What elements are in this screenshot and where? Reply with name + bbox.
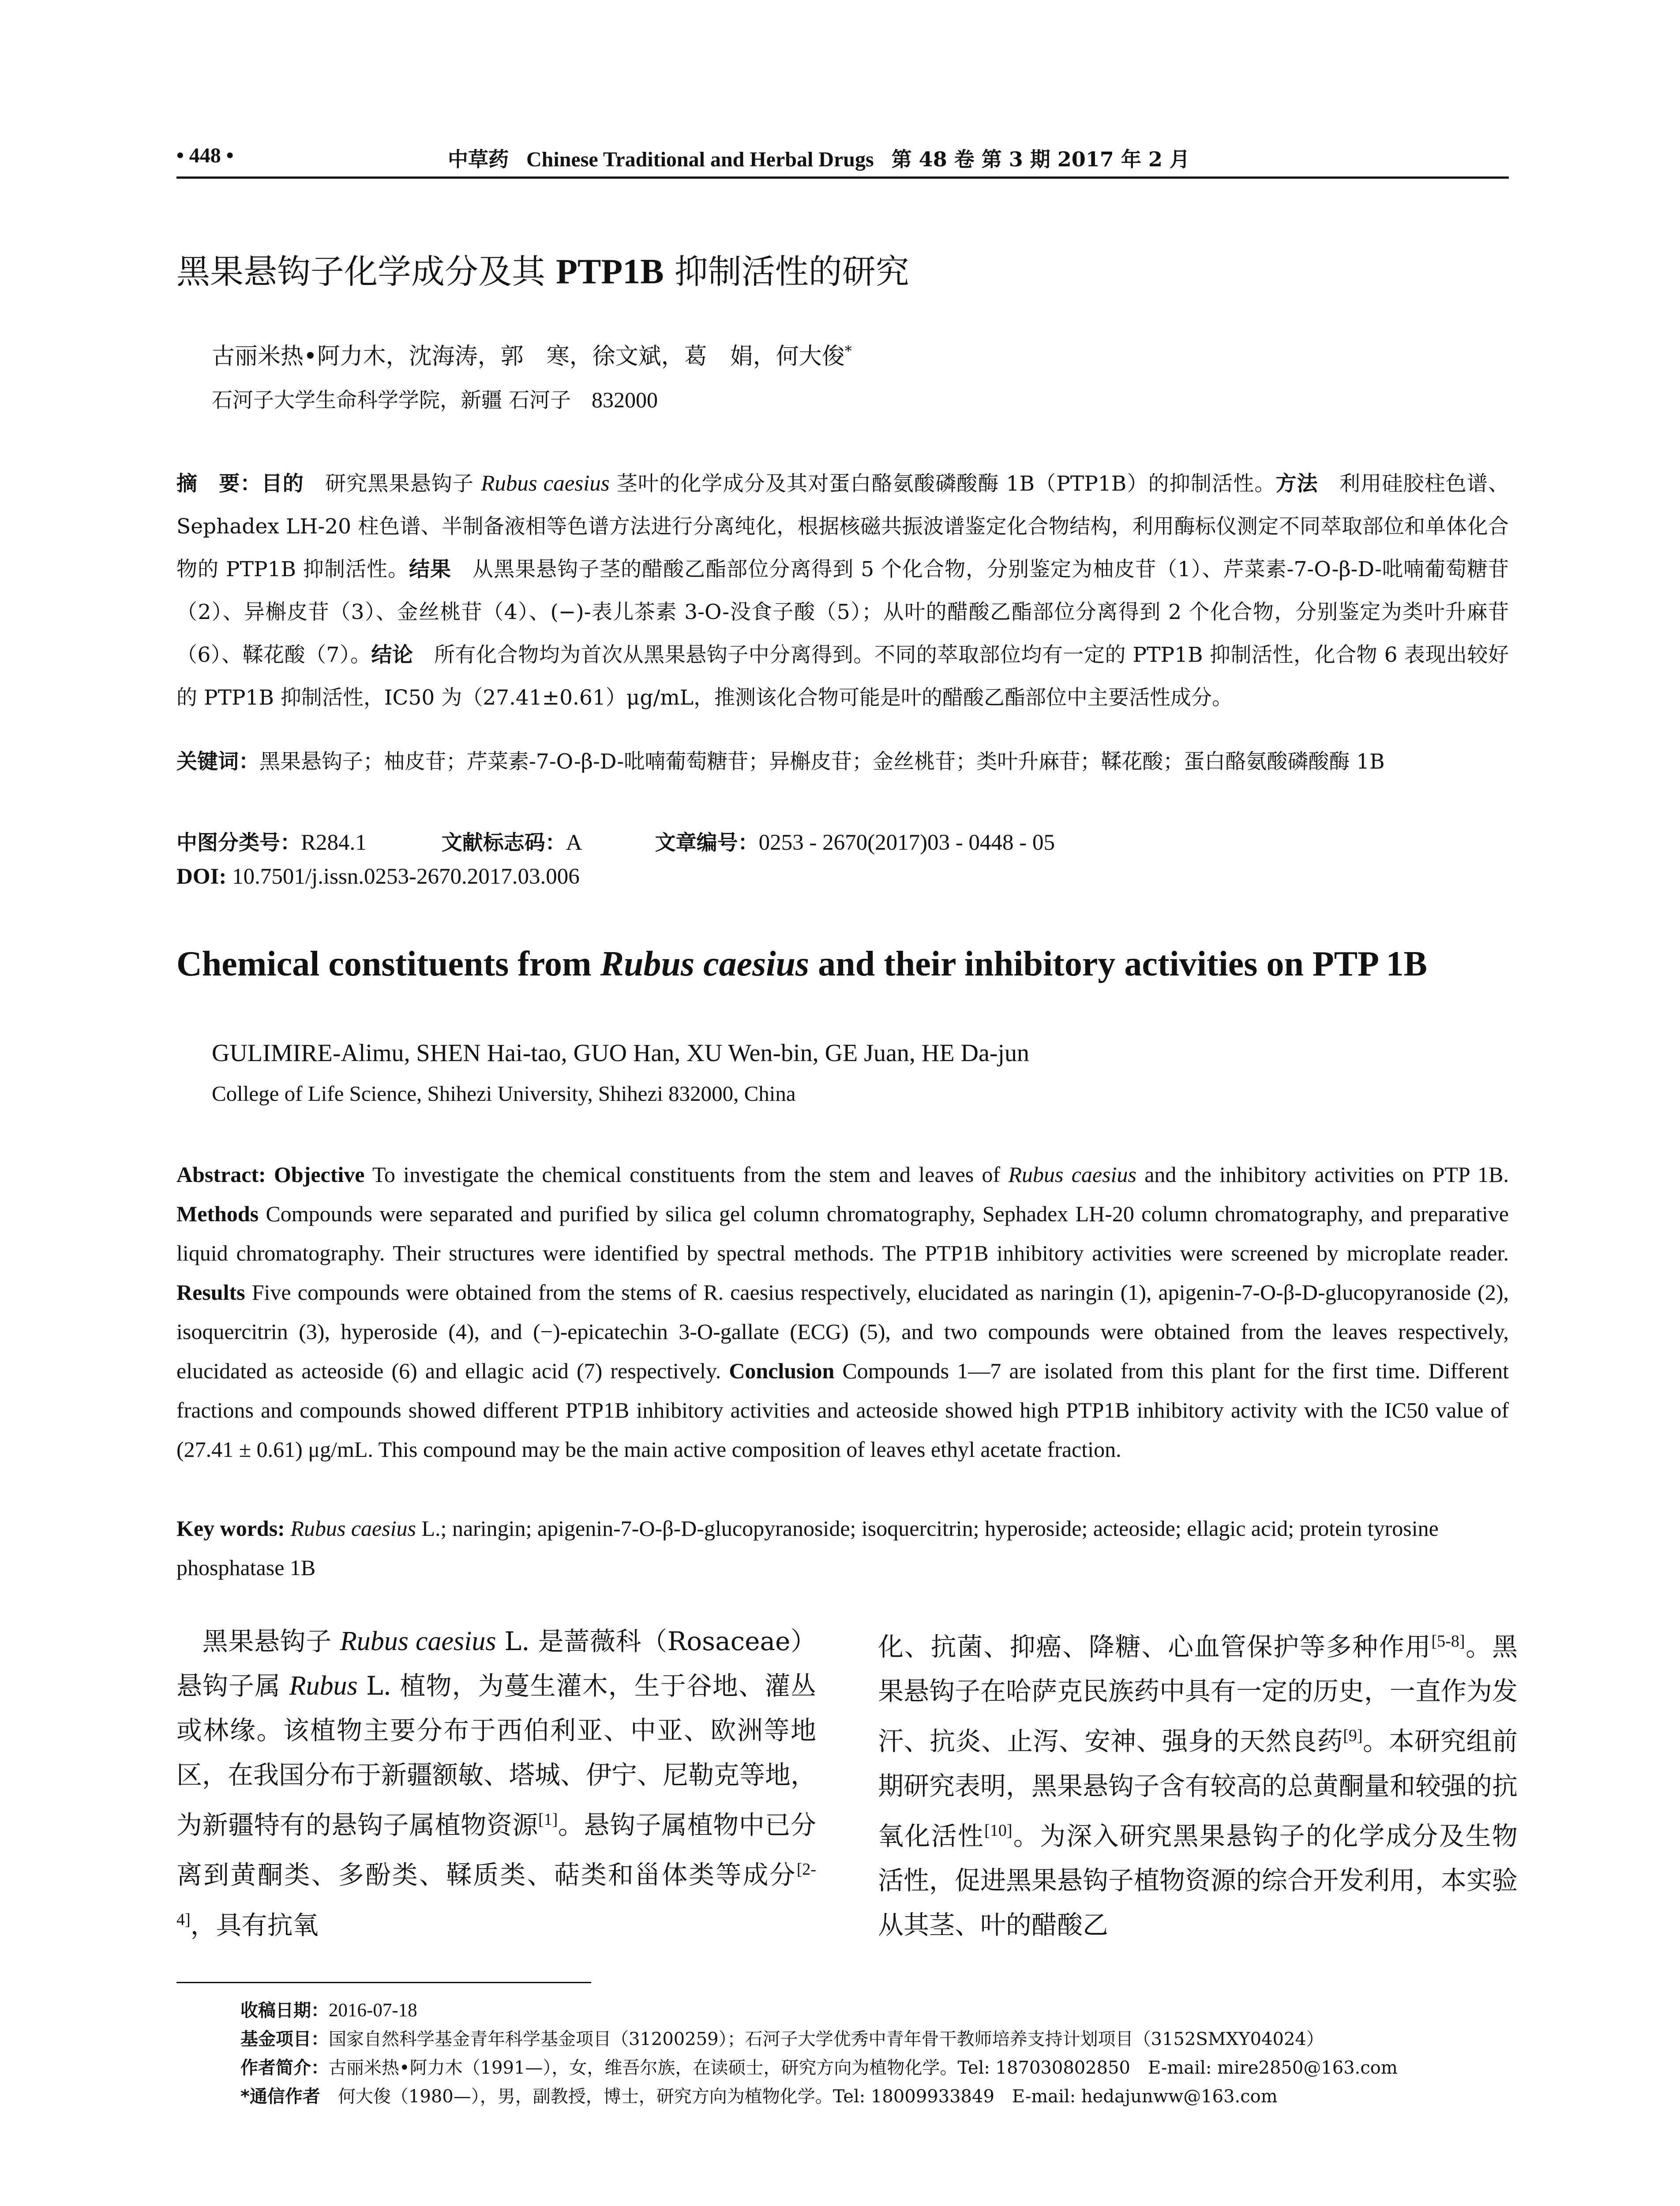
- footnote-fund: 基金项目：国家自然科学基金青年科学基金项目（31200259）；石河子大学优秀中青年骨干教师培养支持计划项目（3152SMXY04024）: [240, 2029, 1324, 2049]
- cn-authors: 古丽米热•阿力木，沈海涛，郭 寒，徐文斌，葛 娟，何大俊*: [212, 342, 852, 370]
- citation: [2-4]: [176, 1860, 816, 1929]
- page-number: • 448 •: [176, 144, 234, 167]
- cn-abstract: 摘 要：目的 研究黑果悬钩子 Rubus caesius 茎叶的化学成分及其对蛋白酪氨酸磷酸酶 1B（PTP1B）的抑制活性。方法 利用硅胶柱色谱、Sephadex LH-20 柱色谱、半制备液相等色谱方法进行分离纯化，根据核磁共振波谱鉴定化合物结构，利用酶标仪测定不同萃取部位和单体化合物的 PTP1B 抑制活性。结果 从黑果悬钩子茎的醋酸乙酯部位分离得到 5 个化合物，分别鉴定为柚皮苷（1）、芹菜素-7-O-β-D-吡喃葡萄糖苷（2）、异槲皮苷（3）、金丝桃苷（4）、(−)-表儿茶素 3-O-没食子酸（5）；从叶的醋酸乙酯部位分离得到 2 个化合物，分别鉴定为类叶升麻苷（6）、鞣花酸（7）。结论 所有化合物均为首次从黑果悬钩子中分离得到。不同的萃取部位均有一定的 PTP1B 抑制活性，化合物 6 表现出较好的 PTP1B 抑制活性，IC50 为（27.41±0.61）μg/mL，推测该化合物可能是叶的醋酸乙酯部位中主要活性成分。: [176, 471, 1509, 710]
- running-header: [176, 143, 1509, 174]
- citation: [5-8]: [1431, 1632, 1465, 1651]
- footnote-author: 作者简介：古丽米热•阿力木（1991—），女，维吾尔族，在读硕士，研究方向为植物化学。Tel: 187030802850 E-mail: mire2850@163.com: [240, 2058, 1398, 2078]
- journal-line: [448, 143, 1190, 173]
- cn-classification: 中图分类号：R284.1 文献标志码：A 文章编号：0253 - 2670(2017)03 - 0448 - 05: [176, 830, 1055, 855]
- corresponding-mark: *: [844, 342, 852, 360]
- footnote-received: 收稿日期：2016-07-18: [240, 2000, 417, 2021]
- cn-title: 黑果悬钩子化学成分及其 PTP1B 抑制活性的研究: [176, 252, 909, 291]
- citation: [10]: [984, 1821, 1012, 1840]
- en-abstract: Abstract: Objective To investigate the chemical constituents from the stem and leaves of Rubus caesius and the inhibitory activities on PTP 1B. Methods Compounds were separated and purified by silica gel column chromatography, Sephadex LH-20 column chromatography, and preparative liquid chromatography. Their structures were identified by spectral methods. The PTP1B inhibitory activities were screened by microplate reader. Results Five compounds were obtained from the stems of R. caesius respectively, elucidated as naringin (1), apigenin-7-O-β-D-glucopyranoside (2), isoquercitrin (3), hyperoside (4), and (−)-epicatechin 3-O-gallate (ECG) (5), and two compounds were obtained from the leaves respectively, elucidated as acteoside (6) and ellagic acid (7) respectively. Conclusion Compounds 1—7 are isolated from this plant for the first time. Different fractions and compounds showed different PTP1B inhibitory activities and acteoside showed high PTP1B inhibitory activity with the IC50 value of (27.41 ± 0.61) μg/mL. This compound may be the main active composition of leaves ethyl acetate fraction.: [176, 1162, 1509, 1462]
- footnote-corresponding: *通信作者 何大俊（1980—），男，副教授，博士，研究方向为植物化学。Tel: 18009933849 E-mail: hedajunww@163.com: [240, 2086, 1278, 2107]
- citation: [9]: [1343, 1726, 1363, 1745]
- doi: DOI: 10.7501/j.issn.0253-2670.2017.03.006: [176, 864, 580, 889]
- journal-issue: 第 48 卷 第 3 期 2017 年 2 月: [891, 147, 1190, 171]
- journal-cn-name: 中草药: [448, 147, 509, 171]
- body-column-right: 化、抗菌、抑癌、降糖、心血管保护等多种作用[5-8]。黑果悬钩子在哈萨克民族药中具有一定的历史，一直作为发汗、抗炎、止泻、安神、强身的天然良药[9]。本研究组前期研究表明，黑果悬钩子含有较高的总黄酮量和较强的抗氧化活性[10]。为深入研究黑果悬钩子的化学成分及生物活性，促进黑果悬钩子植物资源的综合开发利用，本实验从其茎、叶的醋酸乙: [878, 1632, 1518, 1940]
- footnote-rule: [176, 1982, 591, 1983]
- en-keywords: Key words: Rubus caesius L.; naringin; apigenin-7-O-β-D-glucopyranoside; isoquercitrin; hyperoside; acteoside; ellagic acid; protein tyrosine phosphatase 1B: [176, 1516, 1439, 1580]
- body-column-left: 黑果悬钩子 Rubus caesius L. 是蔷薇科（Rosaceae）悬钩子属 Rubus L. 植物，为蔓生灌木，生于谷地、灌丛或林缘。该植物主要分布于西伯利亚、中亚、欧洲等地区，在我国分布于新疆额敏、塔城、伊宁、尼勒克等地，为新疆特有的悬钩子属植物资源[1]。悬钩子属植物中已分离到黄酮类、多酚类、鞣质类、萜类和甾体类等成分[2-4]，具有抗氧: [176, 1626, 817, 1940]
- cn-results-label: 结果: [409, 557, 452, 582]
- journal-en-name: Chinese Traditional and Herbal Drugs: [526, 148, 874, 171]
- cn-conclusion-label: 结论: [371, 643, 413, 667]
- en-title: Chemical constituents from Rubus caesius and their inhibitory activities on PTP 1B: [176, 945, 1427, 983]
- cn-objective-label: 目的: [261, 472, 304, 496]
- cn-keywords: 关键词：黑果悬钩子；柚皮苷；芹菜素-7-O-β-D-吡喃葡萄糖苷；异槲皮苷；金丝桃苷；类叶升麻苷；鞣花酸；蛋白酪氨酸磷酸酶 1B: [176, 750, 1385, 774]
- header-rule: [176, 176, 1509, 179]
- en-authors: GULIMIRE-Alimu, SHEN Hai-tao, GUO Han, XU Wen-bin, GE Juan, HE Da-jun: [212, 1039, 1030, 1067]
- cn-affiliation: 石河子大学生命科学学院，新疆 石河子 832000: [212, 387, 658, 413]
- citation: [1]: [538, 1810, 558, 1829]
- cn-methods-label: 方法: [1275, 472, 1318, 496]
- en-affiliation: College of Life Science, Shihezi University, Shihezi 832000, China: [212, 1081, 796, 1106]
